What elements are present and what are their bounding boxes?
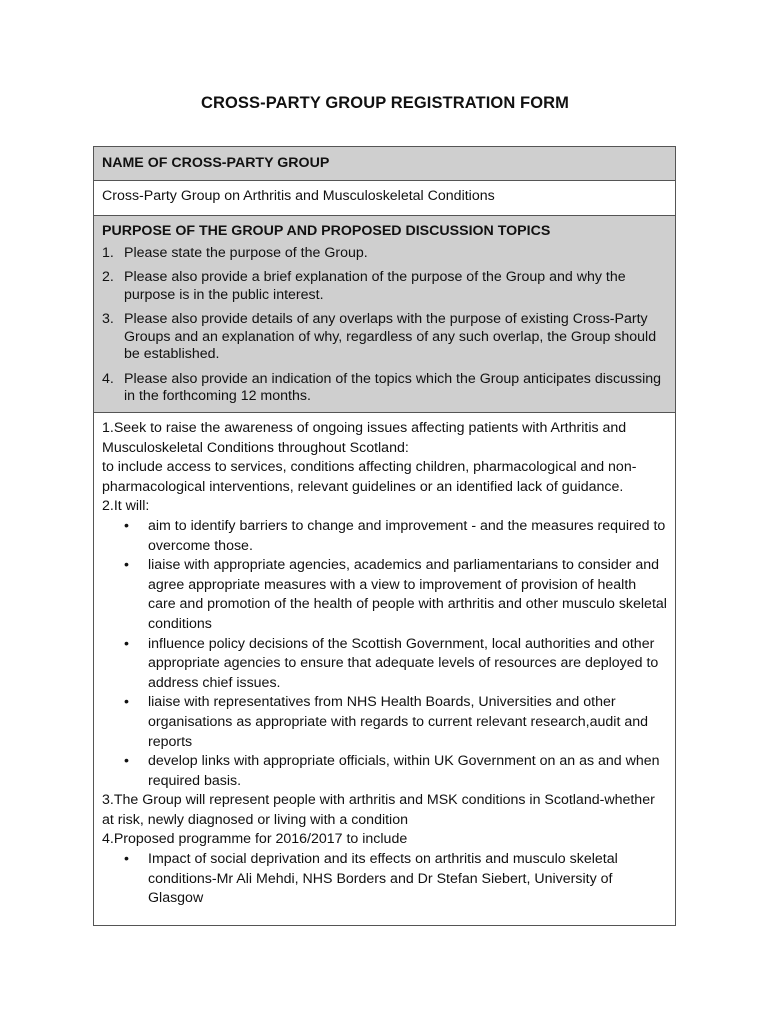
answer-paragraph: 4.Proposed programme for 2016/2017 to include: [102, 831, 408, 848]
programme-bullet-list: [102, 850, 667, 909]
bullet-icon: •: [124, 635, 129, 652]
bullet-icon: •: [124, 694, 129, 711]
bullet-item: [102, 635, 667, 694]
name-section-header: NAME OF CROSS-PARTY GROUP: [94, 147, 675, 181]
aims-bullet-list: [102, 517, 667, 791]
purpose-question: [102, 371, 667, 406]
registration-form-table: [93, 146, 676, 926]
bullet-item: [102, 556, 667, 634]
answer-paragraph: to include access to services, conditions affecting children, pharmacological and non-pharmacological interventions, relevant guidelines or an identified lack of guidance.: [102, 459, 637, 495]
purpose-answer: [94, 413, 675, 925]
question-text: Please state the purpose of the Group.: [124, 244, 368, 261]
bullet-text: liaise with representatives from NHS Health Boards, Universities and other organisations as appropriate with regards to current relevant research,audit and reports: [148, 694, 648, 750]
group-name-value: Cross-Party Group on Arthritis and Musculoskeletal Conditions: [94, 181, 675, 216]
purpose-question-list: [102, 245, 667, 406]
bullet-item: [102, 693, 667, 752]
bullet-icon: •: [124, 851, 129, 868]
bullet-text: Impact of social deprivation and its effects on arthritis and musculo skeletal conditions-Mr Ali Mehdi, NHS Borders and Dr Stefan Siebert, University of Glasgow: [148, 851, 618, 907]
purpose-question: [102, 245, 667, 263]
question-number: 4.: [102, 370, 114, 387]
answer-paragraph: 3.The Group will represent people with arthritis and MSK conditions in Scotland-whether at risk, newly diagnosed or living with a condition: [102, 792, 655, 828]
question-text: Please also provide details of any overlaps with the purpose of existing Cross-Party Groups and an explanation of why, regardless of any such overlap, the Group should be established.: [124, 311, 657, 362]
bullet-text: influence policy decisions of the Scottish Government, local authorities and other appropriate agencies to ensure that adequate levels of resources are deployed to address chief issues.: [148, 635, 659, 691]
purpose-section: [94, 216, 675, 413]
purpose-section-header: PURPOSE OF THE GROUP AND PROPOSED DISCUSSION TOPICS: [102, 223, 551, 239]
bullet-item: [102, 850, 667, 909]
question-text: Please also provide a brief explanation of the purpose of the Group and why the purpose is in the public interest.: [124, 269, 626, 303]
bullet-item: [102, 752, 667, 791]
answer-paragraph: 1.Seek to raise the awareness of ongoing issues affecting patients with Arthritis and Musculoskeletal Conditions throughout Scotland:: [102, 420, 627, 456]
answer-paragraph: 2.It will:: [102, 498, 150, 515]
bullet-text: aim to identify barriers to change and improvement - and the measures required to overcome those.: [148, 517, 666, 554]
bullet-icon: •: [124, 753, 129, 770]
question-text: Please also provide an indication of the topics which the Group anticipates discussing in the forthcoming 12 months.: [124, 370, 662, 404]
form-title: CROSS-PARTY GROUP REGISTRATION FORM: [200, 94, 570, 112]
bullet-icon: •: [124, 557, 129, 574]
purpose-question: [102, 311, 667, 364]
bullet-text: liaise with appropriate agencies, academics and parliamentarians to consider and agree appropriate measures with a view to improvement of provision of health care and promotion of the health of people with arthritis and other musculo skeletal conditions: [148, 557, 667, 632]
question-number: 1.: [102, 244, 114, 261]
question-number: 3.: [102, 311, 114, 327]
bullet-item: [102, 517, 667, 556]
purpose-question: [102, 269, 667, 304]
bullet-icon: •: [124, 517, 129, 534]
bullet-text: develop links with appropriate officials, within UK Government on an as and when required basis.: [148, 753, 660, 789]
question-number: 2.: [102, 269, 114, 285]
